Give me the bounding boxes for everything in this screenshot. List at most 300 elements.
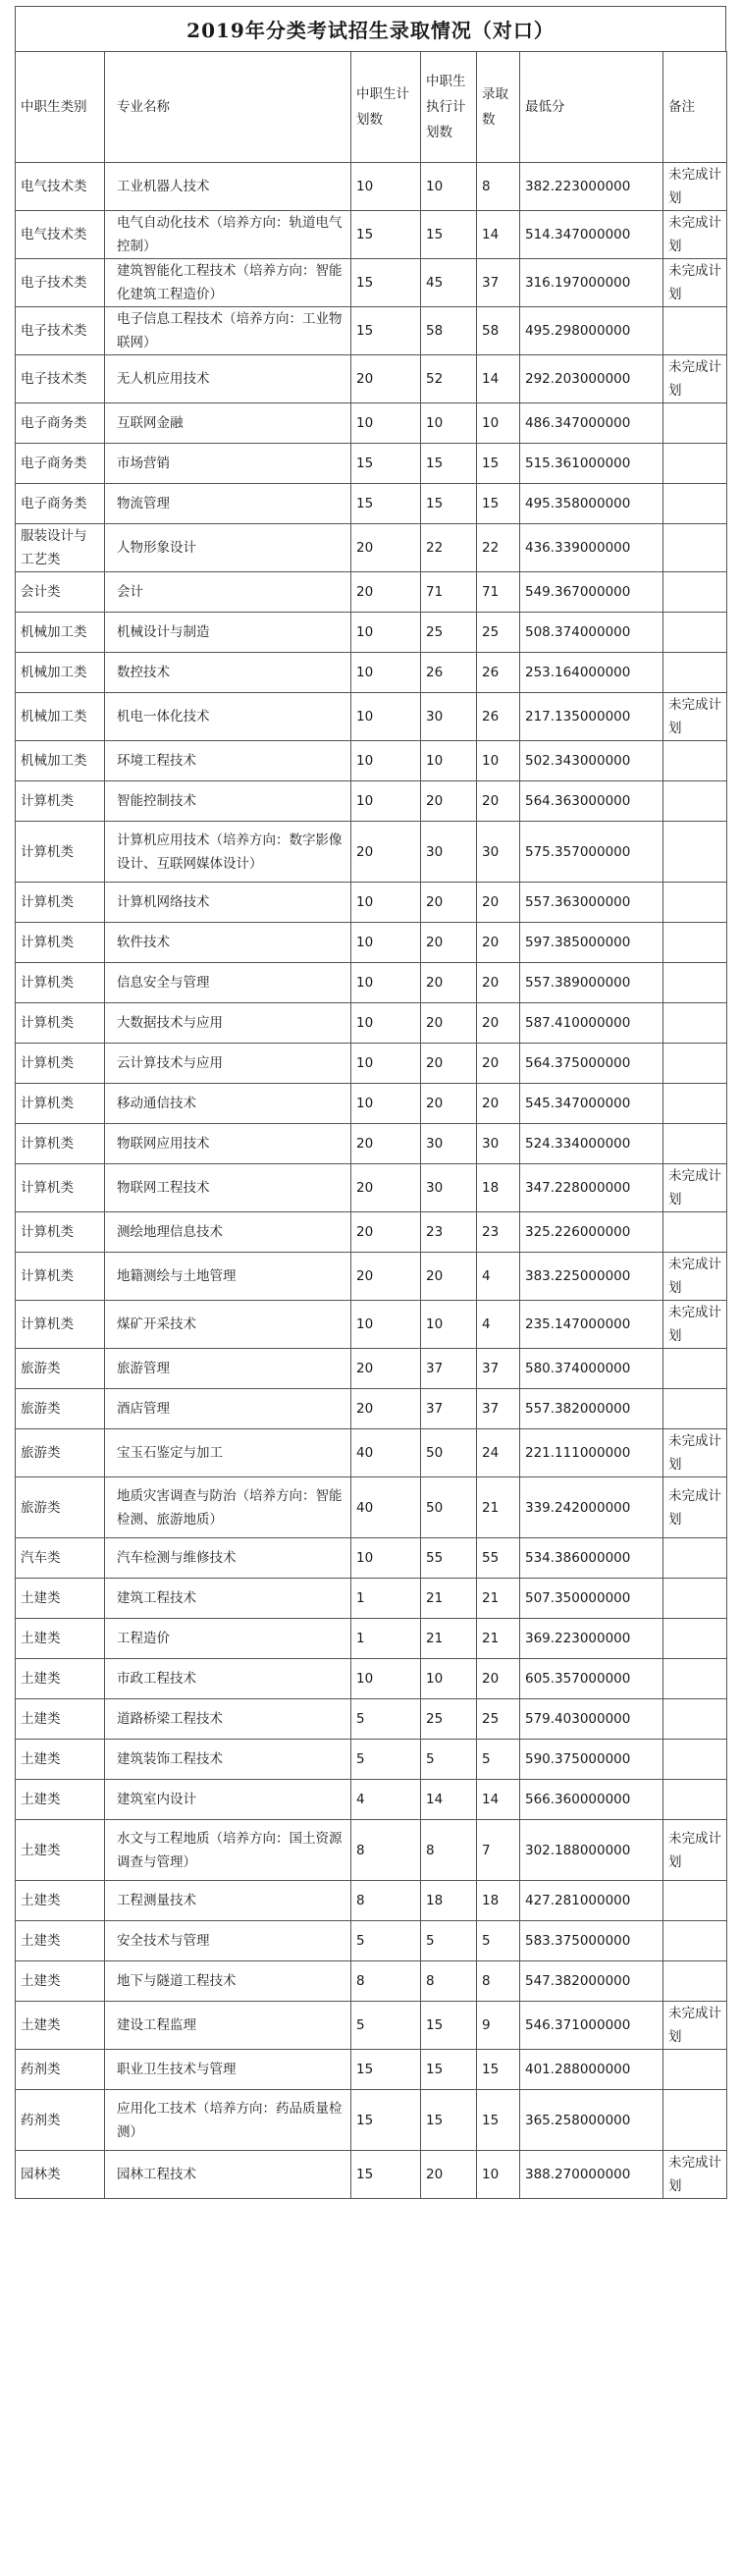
- major-cell: 煤矿开采技术: [105, 1301, 351, 1349]
- note-cell: 未完成计划: [663, 1429, 727, 1477]
- plan-cell: 20: [351, 1212, 421, 1253]
- major-cell: 软件技术: [105, 923, 351, 963]
- table-row: [16, 923, 727, 963]
- admitted-cell: 20: [477, 923, 520, 963]
- major-cell: 道路桥梁工程技术: [105, 1699, 351, 1740]
- table-row: [16, 1579, 727, 1619]
- exec-plan-cell: 5: [421, 1740, 477, 1780]
- major-cell: 宝玉石鉴定与加工: [105, 1429, 351, 1477]
- major-cell: 旅游管理: [105, 1349, 351, 1389]
- table-row: [16, 1538, 727, 1579]
- exec-plan-cell: 20: [421, 883, 477, 923]
- table-row: [16, 2090, 727, 2151]
- plan-cell: 10: [351, 883, 421, 923]
- exec-plan-cell: 10: [421, 163, 477, 211]
- header-exec-plan: 中职生执行计划数: [421, 52, 477, 163]
- plan-cell: 10: [351, 163, 421, 211]
- plan-cell: 40: [351, 1477, 421, 1538]
- note-cell: [663, 1921, 727, 1961]
- major-cell: 地质灾害调查与防治（培养方向：智能检测、旅游地质）: [105, 1477, 351, 1538]
- min-score-cell: 253.164000000: [520, 653, 663, 693]
- major-cell: 测绘地理信息技术: [105, 1212, 351, 1253]
- note-cell: 未完成计划: [663, 1253, 727, 1301]
- exec-plan-cell: 52: [421, 355, 477, 403]
- exec-plan-cell: 50: [421, 1477, 477, 1538]
- exec-plan-cell: 45: [421, 259, 477, 307]
- exec-plan-cell: 25: [421, 613, 477, 653]
- admitted-cell: 22: [477, 524, 520, 572]
- admitted-cell: 55: [477, 1538, 520, 1579]
- major-cell: 职业卫生技术与管理: [105, 2050, 351, 2090]
- exec-plan-cell: 15: [421, 211, 477, 259]
- table-row: [16, 403, 727, 444]
- exec-plan-cell: 23: [421, 1212, 477, 1253]
- table-row: [16, 211, 727, 259]
- plan-cell: 10: [351, 1084, 421, 1124]
- plan-cell: 5: [351, 2002, 421, 2050]
- min-score-cell: 507.350000000: [520, 1579, 663, 1619]
- major-cell: 汽车检测与维修技术: [105, 1538, 351, 1579]
- note-cell: [663, 741, 727, 781]
- min-score-cell: 339.242000000: [520, 1477, 663, 1538]
- plan-cell: 1: [351, 1619, 421, 1659]
- major-cell: 建筑智能化工程技术（培养方向：智能化建筑工程造价）: [105, 259, 351, 307]
- admitted-cell: 14: [477, 211, 520, 259]
- table-row: [16, 693, 727, 741]
- admitted-cell: 4: [477, 1301, 520, 1349]
- admitted-cell: 8: [477, 1961, 520, 2002]
- major-cell: 数控技术: [105, 653, 351, 693]
- min-score-cell: 515.361000000: [520, 444, 663, 484]
- table-row: [16, 1820, 727, 1881]
- note-cell: [663, 2050, 727, 2090]
- note-cell: 未完成计划: [663, 2002, 727, 2050]
- major-cell: 建设工程监理: [105, 2002, 351, 2050]
- category-cell: 服装设计与工艺类: [16, 524, 105, 572]
- exec-plan-cell: 10: [421, 1659, 477, 1699]
- table-row: [16, 1212, 727, 1253]
- category-cell: 计算机类: [16, 883, 105, 923]
- exec-plan-cell: 15: [421, 2090, 477, 2151]
- exec-plan-cell: 20: [421, 1253, 477, 1301]
- plan-cell: 15: [351, 444, 421, 484]
- table-row: [16, 653, 727, 693]
- exec-plan-cell: 20: [421, 1044, 477, 1084]
- page-title: 2019年分类考试招生录取情况（对口）: [15, 6, 726, 51]
- exec-plan-cell: 10: [421, 741, 477, 781]
- admitted-cell: 26: [477, 653, 520, 693]
- admitted-cell: 4: [477, 1253, 520, 1301]
- min-score-cell: 486.347000000: [520, 403, 663, 444]
- exec-plan-cell: 37: [421, 1349, 477, 1389]
- major-cell: 云计算技术与应用: [105, 1044, 351, 1084]
- min-score-cell: 597.385000000: [520, 923, 663, 963]
- plan-cell: 20: [351, 1253, 421, 1301]
- header-admitted: 录取数: [477, 52, 520, 163]
- admitted-cell: 20: [477, 883, 520, 923]
- exec-plan-cell: 21: [421, 1579, 477, 1619]
- min-score-cell: 557.389000000: [520, 963, 663, 1003]
- plan-cell: 20: [351, 355, 421, 403]
- exec-plan-cell: 10: [421, 403, 477, 444]
- major-cell: 互联网金融: [105, 403, 351, 444]
- plan-cell: 10: [351, 1301, 421, 1349]
- plan-cell: 15: [351, 211, 421, 259]
- exec-plan-cell: 8: [421, 1820, 477, 1881]
- major-cell: 机械设计与制造: [105, 613, 351, 653]
- table-row: [16, 822, 727, 883]
- plan-cell: 10: [351, 403, 421, 444]
- major-cell: 电子信息工程技术（培养方向：工业物联网）: [105, 307, 351, 355]
- exec-plan-cell: 15: [421, 444, 477, 484]
- min-score-cell: 524.334000000: [520, 1124, 663, 1164]
- exec-plan-cell: 8: [421, 1961, 477, 2002]
- note-cell: [663, 1538, 727, 1579]
- admitted-cell: 5: [477, 1921, 520, 1961]
- exec-plan-cell: 15: [421, 484, 477, 524]
- admitted-cell: 20: [477, 1003, 520, 1044]
- major-cell: 会计: [105, 572, 351, 613]
- min-score-cell: 235.147000000: [520, 1301, 663, 1349]
- note-cell: [663, 781, 727, 822]
- exec-plan-cell: 10: [421, 1301, 477, 1349]
- admitted-cell: 37: [477, 1389, 520, 1429]
- exec-plan-cell: 55: [421, 1538, 477, 1579]
- table-row: [16, 1253, 727, 1301]
- category-cell: 计算机类: [16, 1003, 105, 1044]
- exec-plan-cell: 15: [421, 2050, 477, 2090]
- admitted-cell: 30: [477, 822, 520, 883]
- table-row: [16, 259, 727, 307]
- note-cell: [663, 923, 727, 963]
- min-score-cell: 369.223000000: [520, 1619, 663, 1659]
- exec-plan-cell: 15: [421, 2002, 477, 2050]
- category-cell: 药剂类: [16, 2090, 105, 2151]
- min-score-cell: 557.363000000: [520, 883, 663, 923]
- major-cell: 大数据技术与应用: [105, 1003, 351, 1044]
- note-cell: [663, 1579, 727, 1619]
- exec-plan-cell: 5: [421, 1921, 477, 1961]
- note-cell: [663, 963, 727, 1003]
- note-cell: [663, 1003, 727, 1044]
- note-cell: [663, 1961, 727, 2002]
- exec-plan-cell: 30: [421, 693, 477, 741]
- table-row: [16, 1921, 727, 1961]
- note-cell: [663, 822, 727, 883]
- note-cell: [663, 1124, 727, 1164]
- header-plan: 中职生计划数: [351, 52, 421, 163]
- major-cell: 应用化工技术（培养方向：药品质量检测）: [105, 2090, 351, 2151]
- table-row: [16, 1659, 727, 1699]
- major-cell: 无人机应用技术: [105, 355, 351, 403]
- admitted-cell: 21: [477, 1619, 520, 1659]
- category-cell: 园林类: [16, 2151, 105, 2199]
- category-cell: 旅游类: [16, 1429, 105, 1477]
- admitted-cell: 37: [477, 259, 520, 307]
- admitted-cell: 10: [477, 2151, 520, 2199]
- admitted-cell: 9: [477, 2002, 520, 2050]
- admitted-cell: 10: [477, 741, 520, 781]
- min-score-cell: 347.228000000: [520, 1164, 663, 1212]
- admitted-cell: 5: [477, 1740, 520, 1780]
- major-cell: 物联网工程技术: [105, 1164, 351, 1212]
- min-score-cell: 590.375000000: [520, 1740, 663, 1780]
- category-cell: 旅游类: [16, 1389, 105, 1429]
- admitted-cell: 15: [477, 484, 520, 524]
- major-cell: 水文与工程地质（培养方向：国土资源调查与管理）: [105, 1820, 351, 1881]
- plan-cell: 10: [351, 653, 421, 693]
- exec-plan-cell: 71: [421, 572, 477, 613]
- exec-plan-cell: 20: [421, 963, 477, 1003]
- plan-cell: 20: [351, 524, 421, 572]
- plan-cell: 20: [351, 572, 421, 613]
- admitted-cell: 14: [477, 1780, 520, 1820]
- admitted-cell: 20: [477, 1084, 520, 1124]
- category-cell: 土建类: [16, 1881, 105, 1921]
- table-row: [16, 1124, 727, 1164]
- admitted-cell: 25: [477, 1699, 520, 1740]
- exec-plan-cell: 30: [421, 1164, 477, 1212]
- table-row: [16, 1477, 727, 1538]
- category-cell: 电气技术类: [16, 163, 105, 211]
- table-row: [16, 1349, 727, 1389]
- category-cell: 机械加工类: [16, 653, 105, 693]
- admitted-cell: 20: [477, 1659, 520, 1699]
- exec-plan-cell: 30: [421, 1124, 477, 1164]
- min-score-cell: 508.374000000: [520, 613, 663, 653]
- category-cell: 土建类: [16, 1659, 105, 1699]
- admission-table: [15, 51, 727, 2199]
- min-score-cell: 502.343000000: [520, 741, 663, 781]
- category-cell: 计算机类: [16, 1253, 105, 1301]
- min-score-cell: 325.226000000: [520, 1212, 663, 1253]
- category-cell: 土建类: [16, 2002, 105, 2050]
- note-cell: 未完成计划: [663, 693, 727, 741]
- exec-plan-cell: 14: [421, 1780, 477, 1820]
- note-cell: 未完成计划: [663, 259, 727, 307]
- table-row: [16, 484, 727, 524]
- min-score-cell: 436.339000000: [520, 524, 663, 572]
- table-row: [16, 1881, 727, 1921]
- table-row: [16, 1084, 727, 1124]
- note-cell: [663, 307, 727, 355]
- table-row: [16, 1699, 727, 1740]
- note-cell: [663, 1044, 727, 1084]
- note-cell: 未完成计划: [663, 211, 727, 259]
- table-body: [16, 163, 727, 2199]
- header-min-score: 最低分: [520, 52, 663, 163]
- major-cell: 智能控制技术: [105, 781, 351, 822]
- major-cell: 市政工程技术: [105, 1659, 351, 1699]
- major-cell: 电气自动化技术（培养方向：轨道电气控制）: [105, 211, 351, 259]
- min-score-cell: 580.374000000: [520, 1349, 663, 1389]
- major-cell: 计算机应用技术（培养方向：数字影像设计、互联网媒体设计）: [105, 822, 351, 883]
- table-row: [16, 1780, 727, 1820]
- major-cell: 市场营销: [105, 444, 351, 484]
- category-cell: 计算机类: [16, 1084, 105, 1124]
- plan-cell: 10: [351, 1003, 421, 1044]
- min-score-cell: 549.367000000: [520, 572, 663, 613]
- min-score-cell: 566.360000000: [520, 1780, 663, 1820]
- admitted-cell: 20: [477, 963, 520, 1003]
- plan-cell: 15: [351, 259, 421, 307]
- exec-plan-cell: 20: [421, 2151, 477, 2199]
- plan-cell: 5: [351, 1699, 421, 1740]
- category-cell: 计算机类: [16, 822, 105, 883]
- admitted-cell: 71: [477, 572, 520, 613]
- plan-cell: 10: [351, 963, 421, 1003]
- major-cell: 物联网应用技术: [105, 1124, 351, 1164]
- plan-cell: 4: [351, 1780, 421, 1820]
- note-cell: [663, 444, 727, 484]
- major-cell: 工业机器人技术: [105, 163, 351, 211]
- exec-plan-cell: 20: [421, 1003, 477, 1044]
- plan-cell: 10: [351, 613, 421, 653]
- category-cell: 计算机类: [16, 1124, 105, 1164]
- plan-cell: 5: [351, 1740, 421, 1780]
- plan-cell: 8: [351, 1820, 421, 1881]
- plan-cell: 40: [351, 1429, 421, 1477]
- major-cell: 工程造价: [105, 1619, 351, 1659]
- exec-plan-cell: 22: [421, 524, 477, 572]
- major-cell: 物流管理: [105, 484, 351, 524]
- table-row: [16, 613, 727, 653]
- table-row: [16, 2050, 727, 2090]
- category-cell: 计算机类: [16, 1044, 105, 1084]
- header-major: 专业名称: [105, 52, 351, 163]
- note-cell: 未完成计划: [663, 1164, 727, 1212]
- category-cell: 机械加工类: [16, 741, 105, 781]
- category-cell: 电气技术类: [16, 211, 105, 259]
- min-score-cell: 427.281000000: [520, 1881, 663, 1921]
- category-cell: 汽车类: [16, 1538, 105, 1579]
- table-row: [16, 524, 727, 572]
- admission-sheet: [15, 6, 726, 2570]
- min-score-cell: 557.382000000: [520, 1389, 663, 1429]
- table-row: [16, 741, 727, 781]
- table-row: [16, 444, 727, 484]
- plan-cell: 10: [351, 693, 421, 741]
- category-cell: 旅游类: [16, 1349, 105, 1389]
- plan-cell: 10: [351, 741, 421, 781]
- min-score-cell: 495.358000000: [520, 484, 663, 524]
- major-cell: 建筑工程技术: [105, 1579, 351, 1619]
- plan-cell: 20: [351, 822, 421, 883]
- major-cell: 酒店管理: [105, 1389, 351, 1429]
- table-row: [16, 1429, 727, 1477]
- category-cell: 会计类: [16, 572, 105, 613]
- category-cell: 土建类: [16, 1820, 105, 1881]
- note-cell: [663, 2090, 727, 2151]
- exec-plan-cell: 21: [421, 1619, 477, 1659]
- category-cell: 电子技术类: [16, 355, 105, 403]
- plan-cell: 20: [351, 1164, 421, 1212]
- plan-cell: 10: [351, 1538, 421, 1579]
- category-cell: 土建类: [16, 1921, 105, 1961]
- admitted-cell: 37: [477, 1349, 520, 1389]
- admitted-cell: 58: [477, 307, 520, 355]
- category-cell: 电子技术类: [16, 307, 105, 355]
- note-cell: 未完成计划: [663, 1301, 727, 1349]
- note-cell: [663, 1389, 727, 1429]
- min-score-cell: 575.357000000: [520, 822, 663, 883]
- table-row: [16, 307, 727, 355]
- admitted-cell: 30: [477, 1124, 520, 1164]
- major-cell: 地下与隧道工程技术: [105, 1961, 351, 2002]
- min-score-cell: 547.382000000: [520, 1961, 663, 2002]
- min-score-cell: 302.188000000: [520, 1820, 663, 1881]
- category-cell: 土建类: [16, 1579, 105, 1619]
- table-row: [16, 1164, 727, 1212]
- plan-cell: 10: [351, 923, 421, 963]
- plan-cell: 20: [351, 1349, 421, 1389]
- category-cell: 旅游类: [16, 1477, 105, 1538]
- exec-plan-cell: 25: [421, 1699, 477, 1740]
- min-score-cell: 514.347000000: [520, 211, 663, 259]
- header-note: 备注: [663, 52, 727, 163]
- note-cell: [663, 1349, 727, 1389]
- plan-cell: 15: [351, 2151, 421, 2199]
- admitted-cell: 7: [477, 1820, 520, 1881]
- category-cell: 土建类: [16, 1961, 105, 2002]
- table-row: [16, 355, 727, 403]
- header-row: [16, 52, 727, 163]
- admitted-cell: 25: [477, 613, 520, 653]
- exec-plan-cell: 20: [421, 781, 477, 822]
- major-cell: 园林工程技术: [105, 2151, 351, 2199]
- table-row: [16, 1003, 727, 1044]
- min-score-cell: 365.258000000: [520, 2090, 663, 2151]
- table-row: [16, 2002, 727, 2050]
- min-score-cell: 316.197000000: [520, 259, 663, 307]
- plan-cell: 10: [351, 1659, 421, 1699]
- plan-cell: 8: [351, 1881, 421, 1921]
- table-row: [16, 163, 727, 211]
- category-cell: 土建类: [16, 1619, 105, 1659]
- category-cell: 电子技术类: [16, 259, 105, 307]
- major-cell: 建筑装饰工程技术: [105, 1740, 351, 1780]
- exec-plan-cell: 20: [421, 923, 477, 963]
- note-cell: [663, 1881, 727, 1921]
- header-category: 中职生类别: [16, 52, 105, 163]
- min-score-cell: 221.111000000: [520, 1429, 663, 1477]
- major-cell: 人物形象设计: [105, 524, 351, 572]
- min-score-cell: 382.223000000: [520, 163, 663, 211]
- exec-plan-cell: 50: [421, 1429, 477, 1477]
- min-score-cell: 564.375000000: [520, 1044, 663, 1084]
- admitted-cell: 23: [477, 1212, 520, 1253]
- admitted-cell: 24: [477, 1429, 520, 1477]
- exec-plan-cell: 20: [421, 1084, 477, 1124]
- major-cell: 环境工程技术: [105, 741, 351, 781]
- min-score-cell: 388.270000000: [520, 2151, 663, 2199]
- category-cell: 机械加工类: [16, 693, 105, 741]
- note-cell: [663, 653, 727, 693]
- admitted-cell: 20: [477, 781, 520, 822]
- note-cell: [663, 1659, 727, 1699]
- table-row: [16, 1389, 727, 1429]
- note-cell: [663, 403, 727, 444]
- min-score-cell: 401.288000000: [520, 2050, 663, 2090]
- major-cell: 移动通信技术: [105, 1084, 351, 1124]
- plan-cell: 10: [351, 781, 421, 822]
- category-cell: 计算机类: [16, 781, 105, 822]
- category-cell: 药剂类: [16, 2050, 105, 2090]
- table-row: [16, 1740, 727, 1780]
- min-score-cell: 495.298000000: [520, 307, 663, 355]
- admitted-cell: 20: [477, 1044, 520, 1084]
- plan-cell: 15: [351, 2090, 421, 2151]
